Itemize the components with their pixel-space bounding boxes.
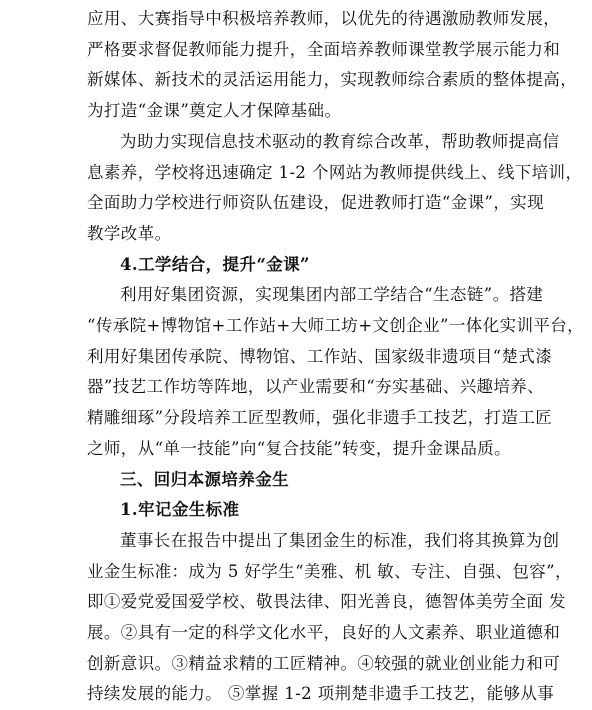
text-line: 全面助力学校进行师资队伍建设，促进教师打造“金课”，实现 [87, 193, 545, 213]
text-line: 应用、大赛指导中积极培养教师，以优先的待遇激励教师发展， [87, 9, 561, 28]
paragraph-work-study [87, 280, 585, 464]
text-line: 业金生标准：成为 5 好学生“美雅、机 敏、专注、自强、包容”， [87, 561, 572, 581]
text-line: 即①爱党爱国爱学校、敬畏法律、阳光善良，德智体美劳全面 发 [87, 592, 566, 612]
text-line: 董事长在报告中提出了集团金生的标准，我们将其换算为创 [120, 530, 560, 550]
paragraph-student-standards [87, 526, 572, 710]
text-line: 持续发展的能力。 ⑤掌握 1-2 项荆楚非遗手工技艺，能够从事 [87, 684, 555, 704]
text-line: 息素养，学校将迅速确定 1-2 个网站为教师提供线上、线下培训， [87, 162, 583, 182]
section-heading-work-study: 4.工学结合，提升“金课” [120, 254, 310, 274]
text-line: 展。②具有一定的科学文化水平，良好的人文素养、职业道德和 [87, 623, 561, 643]
text-line: 利用好集团资源，实现集团内部工学结合“生态链”。搭建 [120, 285, 544, 305]
text-line: 之师，从“单一技能”向“复合技能”转变，提升金课品质。 [87, 438, 512, 458]
text-line: 为打造“金课”奠定人才保障基础。 [87, 101, 342, 121]
text-line: “传承院+博物馆+工作站+大师工坊+文创企业”一体化实训平台， [87, 316, 585, 336]
text-line: 利用好集团传承院、博物馆、工作站、国家级非遗项目“楚式漆 [87, 346, 553, 366]
text-line: 为助力实现信息技术驱动的教育综合改革，帮助教师提高信 [120, 131, 560, 151]
section-heading-golden-students: 三、回归本源培养金生 [120, 469, 289, 489]
paragraph-info-literacy [87, 127, 583, 250]
paragraph-teacher-training [87, 4, 578, 127]
text-line: 新媒体、新技术的灵活运用能力，实现教师综合素质的整体提高， [87, 70, 578, 90]
text-line: 创新意识。③精益求精的工匠精神。④较强的就业创业能力和可 [87, 653, 561, 673]
text-line: 器”技艺工作坊等阵地，以产业需要和“夯实基础、兴趣培养、 [87, 377, 545, 397]
text-line: 精雕细琢”分段培养工匠型教师，强化非遗手工技艺，打造工匠 [87, 408, 553, 428]
text-line: 严格要求督促教师能力提升，全面培养教师课堂教学展示能力和 [87, 39, 561, 59]
subsection-heading-standards: 1.牢记金生标准 [120, 500, 240, 520]
text-line: 教学改革。 [87, 223, 172, 243]
